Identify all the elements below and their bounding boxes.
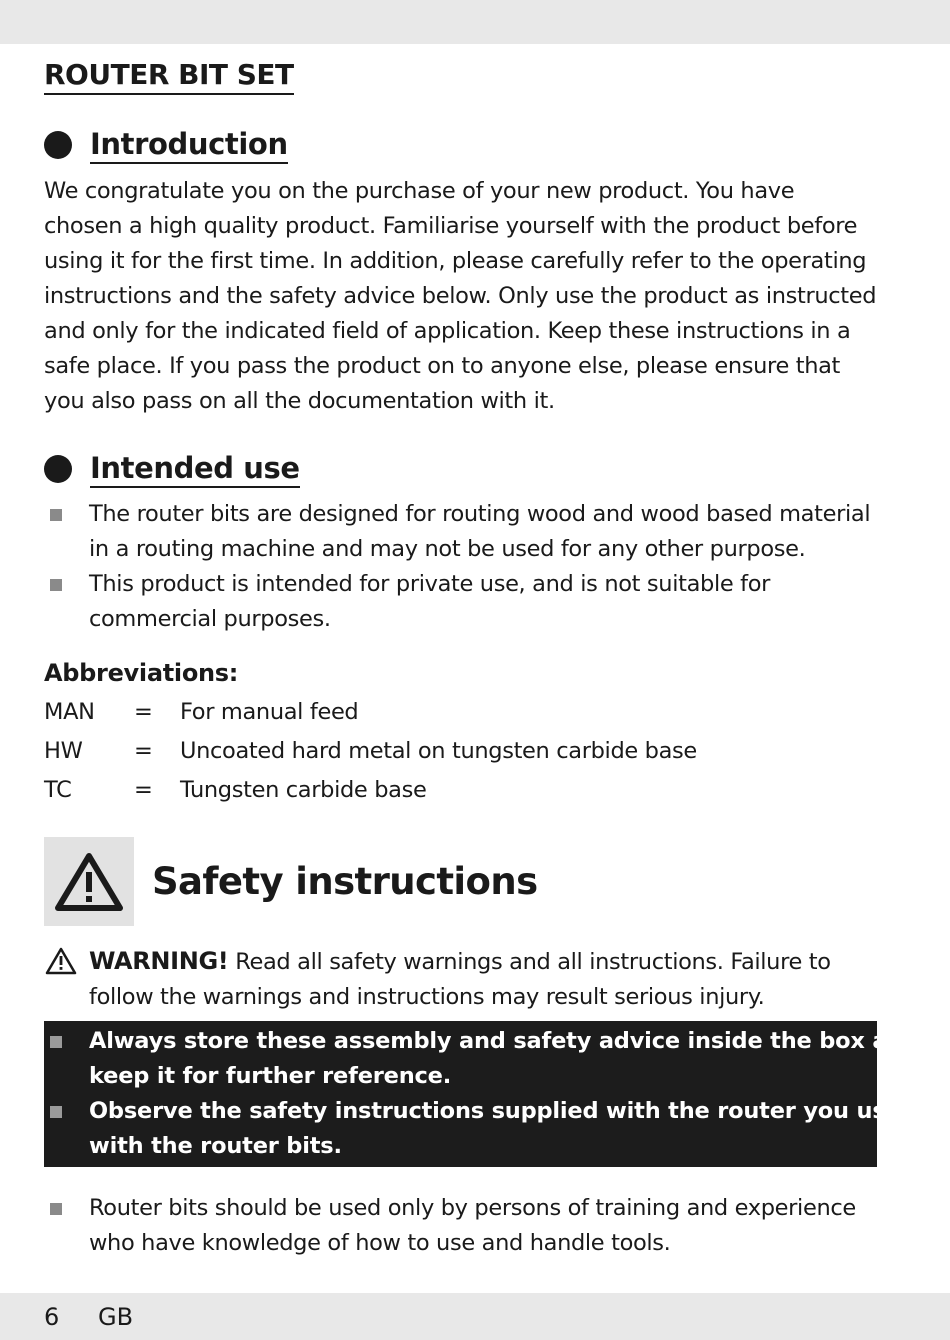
section-bullet-icon	[44, 455, 72, 483]
abbreviation-value: For manual feed	[180, 699, 359, 725]
list-item-line: Router bits should be used only by persons of training and experience	[89, 1195, 856, 1221]
safety-instructions-heading: Safety instructions	[152, 860, 538, 903]
list-item	[44, 497, 884, 567]
abbreviation-key: TC	[44, 777, 72, 803]
abbreviation-row	[44, 694, 358, 730]
warning-triangle-icon	[44, 946, 78, 976]
page-number: 6	[44, 1303, 60, 1331]
paragraph-line: instructions and the safety advice below. Only use the product as instructed	[44, 283, 877, 309]
paragraph-line: and only for the indicated field of application. Keep these instructions in a	[44, 318, 851, 344]
introduction-paragraph	[44, 174, 877, 419]
list-item-line: keep it for further reference.	[89, 1063, 452, 1089]
highlighted-safety-list	[44, 1024, 920, 1164]
abbreviations-title: Abbreviations:	[44, 659, 239, 687]
abbreviation-key: MAN	[44, 699, 95, 725]
warning-label: WARNING!	[89, 947, 229, 975]
language-code: GB	[98, 1303, 134, 1331]
list-item-line: This product is intended for private use, and is not suitable for	[89, 571, 771, 597]
abbreviation-equals: =	[134, 777, 153, 803]
safety-icon-box	[44, 837, 134, 926]
section-bullet-icon	[44, 131, 72, 159]
introduction-heading	[44, 126, 288, 164]
list-item	[44, 567, 884, 637]
abbreviation-value: Uncoated hard metal on tungsten carbide base	[180, 738, 697, 764]
warning-notice	[44, 944, 884, 1015]
list-item-line: commercial purposes.	[89, 606, 331, 632]
abbreviation-equals: =	[134, 738, 153, 764]
paragraph-line: you also pass on all the documentation with it.	[44, 388, 555, 414]
abbreviation-equals: =	[134, 699, 153, 725]
square-bullet-icon	[50, 1106, 62, 1118]
warning-text: Read all safety warnings and all instructions. Failure to	[228, 949, 831, 975]
warning-triangle-icon	[54, 851, 124, 913]
safety-list	[44, 1191, 884, 1261]
list-item-line: with the router bits.	[89, 1133, 342, 1159]
square-bullet-icon	[50, 1036, 62, 1048]
intended-use-heading-text: Intended use	[90, 450, 300, 488]
paragraph-line: chosen a high quality product. Familiarise yourself with the product before	[44, 213, 858, 239]
abbreviation-value: Tungsten carbide base	[180, 777, 427, 803]
intended-use-list	[44, 497, 884, 637]
footer-band	[0, 1293, 950, 1340]
abbreviation-row	[44, 733, 697, 769]
square-bullet-icon	[50, 509, 62, 521]
square-bullet-icon	[50, 1203, 62, 1215]
abbreviation-row	[44, 772, 426, 808]
highlighted-safety-box	[44, 1021, 920, 1167]
list-item-line: in a routing machine and may not be used for any other purpose.	[89, 536, 806, 562]
paragraph-line: We congratulate you on the purchase of your new product. You have	[44, 178, 795, 204]
paragraph-line: safe place. If you pass the product on to anyone else, please ensure that	[44, 353, 841, 379]
list-item-line: Always store these assembly and safety advice inside the box and	[89, 1028, 920, 1054]
square-bullet-icon	[50, 579, 62, 591]
list-item-line: Observe the safety instructions supplied with the router you use	[89, 1098, 901, 1124]
list-item-line: who have knowledge of how to use and handle tools.	[89, 1230, 671, 1256]
warning-line: follow the warnings and instructions may result serious injury.	[89, 984, 765, 1010]
list-item	[44, 1024, 920, 1094]
paragraph-line: using it for the first time. In addition, please carefully refer to the operating	[44, 248, 867, 274]
introduction-heading-text: Introduction	[90, 126, 288, 164]
list-item	[44, 1094, 901, 1164]
list-item-line: The router bits are designed for routing wood and wood based material	[89, 501, 871, 527]
list-item	[44, 1191, 884, 1261]
intended-use-heading	[44, 450, 300, 488]
abbreviation-key: HW	[44, 738, 83, 764]
warning-line	[44, 944, 884, 980]
document-title: ROUTER BIT SET	[44, 58, 294, 95]
top-band	[0, 0, 950, 44]
